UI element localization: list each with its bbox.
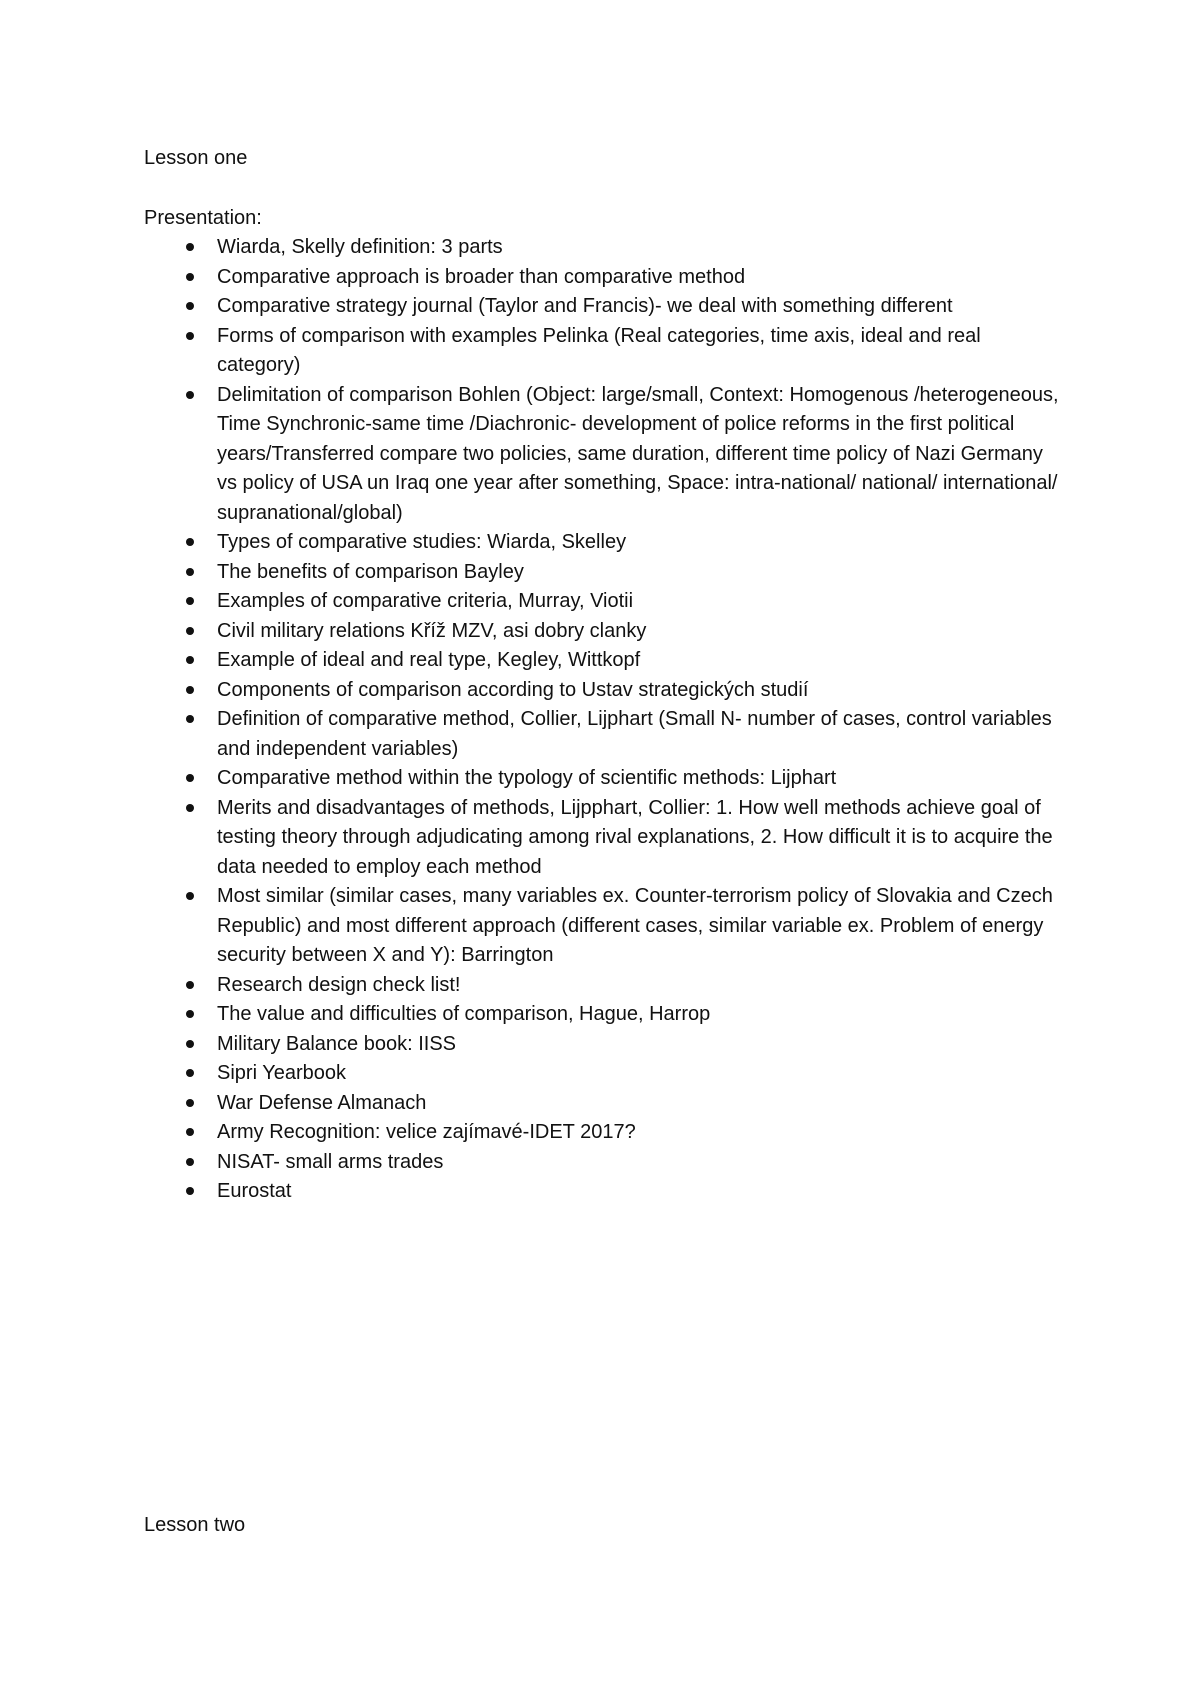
list-item: [144, 322, 1064, 381]
list-item-text: The benefits of comparison Bayley: [217, 560, 524, 583]
list-item-text: War Defense Almanach: [217, 1091, 427, 1114]
list-item: [144, 676, 1064, 706]
list-item-text: Comparative strategy journal (Taylor and Francis)- we deal with something different: [217, 295, 953, 317]
list-item-text: Civil military relations Kříž MZV, asi dobry clanky: [217, 619, 647, 642]
list-item: [144, 1118, 1064, 1148]
list-item-text: Examples of comparative criteria, Murray, Viotii: [217, 590, 634, 612]
bullet-dot-icon: [186, 804, 194, 812]
bullet-dot-icon: [186, 774, 194, 782]
list-item-text: Army Recognition: velice zajímavé-IDET 2017?: [217, 1121, 636, 1143]
list-item-text: The value and difficulties of comparison, Hague, Harrop: [217, 1003, 711, 1025]
list-item: [144, 292, 1064, 322]
list-item-text: Definition of comparative method, Collier, Lijphart (Small N- number of cases, control variables and independent variables): [217, 708, 1052, 760]
list-item-text: Comparative method within the typology of scientific methods: Lijphart: [217, 767, 837, 789]
bullet-dot-icon: [186, 538, 194, 546]
list-item: [144, 617, 1064, 647]
bullet-dot-icon: [186, 656, 194, 664]
bullet-dot-icon: [186, 1158, 194, 1166]
list-item-text: Wiarda, Skelly definition: 3 parts: [217, 236, 503, 258]
list-item-text: Research design check list!: [217, 973, 461, 996]
lesson-two-heading: Lesson two: [144, 1514, 246, 1536]
list-item: [144, 1000, 1064, 1030]
bullet-dot-icon: [186, 302, 194, 310]
list-item-text: NISAT- small arms trades: [217, 1150, 444, 1173]
presentation-bullet-list: [144, 233, 1064, 1207]
bullet-dot-icon: [186, 243, 194, 251]
list-item-text: Example of ideal and real type, Kegley, Wittkopf: [217, 649, 641, 671]
list-item: [144, 1030, 1064, 1060]
bullet-dot-icon: [186, 1069, 194, 1077]
list-item-text: Components of comparison according to Ustav strategických studií: [217, 678, 809, 701]
list-item: [144, 587, 1064, 617]
bullet-dot-icon: [186, 892, 194, 900]
bullet-dot-icon: [186, 981, 194, 989]
list-item-text: Delimitation of comparison Bohlen (Object: large/small, Context: Homogenous /heterogeneous, Time Synchronic-same time /Diachronic- development of police reforms in the first political years/Transferred compare two policies, same duration, different time policy of Nazi Germany vs policy of USA un Iraq one year after something, Space: intra-national/ national/ international/ supranational/global): [217, 383, 1059, 524]
bullet-dot-icon: [186, 1040, 194, 1048]
list-item: [144, 381, 1064, 529]
list-item: [144, 1089, 1064, 1119]
bullet-dot-icon: [186, 597, 194, 605]
presentation-label: Presentation:: [144, 207, 262, 229]
lesson-one-heading: Lesson one: [144, 147, 248, 169]
bullet-dot-icon: [186, 686, 194, 694]
list-item: [144, 1148, 1064, 1178]
list-item: [144, 971, 1064, 1001]
bullet-dot-icon: [186, 715, 194, 723]
list-item: [144, 764, 1064, 794]
bullet-dot-icon: [186, 627, 194, 635]
list-item: [144, 705, 1064, 764]
list-item-text: Forms of comparison with examples Pelinka (Real categories, time axis, ideal and real category): [217, 324, 981, 376]
list-item: [144, 263, 1064, 293]
bullet-dot-icon: [186, 1010, 194, 1018]
list-item: [144, 1059, 1064, 1089]
list-item: [144, 794, 1064, 883]
list-item: [144, 1177, 1064, 1207]
list-item-text: Sipri Yearbook: [217, 1062, 346, 1084]
list-item: [144, 882, 1064, 971]
list-item-text: Types of comparative studies: Wiarda, Skelley: [217, 531, 627, 553]
bullet-dot-icon: [186, 332, 194, 340]
list-item-text: Comparative approach is broader than comparative method: [217, 265, 746, 288]
bullet-dot-icon: [186, 273, 194, 281]
bullet-dot-icon: [186, 1187, 194, 1195]
list-item: [144, 528, 1064, 558]
bullet-dot-icon: [186, 1099, 194, 1107]
list-item: [144, 646, 1064, 676]
list-item-text: Military Balance book: IISS: [217, 1032, 456, 1055]
list-item-text: Merits and disadvantages of methods, Lijpphart, Collier: 1. How well methods achieve goal of testing theory through adjudicating among rival explanations, 2. How difficult it is to acquire the data needed to employ each method: [217, 796, 1053, 878]
bullet-dot-icon: [186, 391, 194, 399]
list-item-text: Most similar (similar cases, many variables ex. Counter-terrorism policy of Slovakia and Czech Republic) and most different approach (different cases, similar variable ex. Problem of energy security between X and Y): Barrington: [217, 885, 1053, 966]
bullet-dot-icon: [186, 568, 194, 576]
list-item: [144, 233, 1064, 263]
list-item: [144, 558, 1064, 588]
bullet-dot-icon: [186, 1128, 194, 1136]
list-item-text: Eurostat: [217, 1180, 292, 1202]
